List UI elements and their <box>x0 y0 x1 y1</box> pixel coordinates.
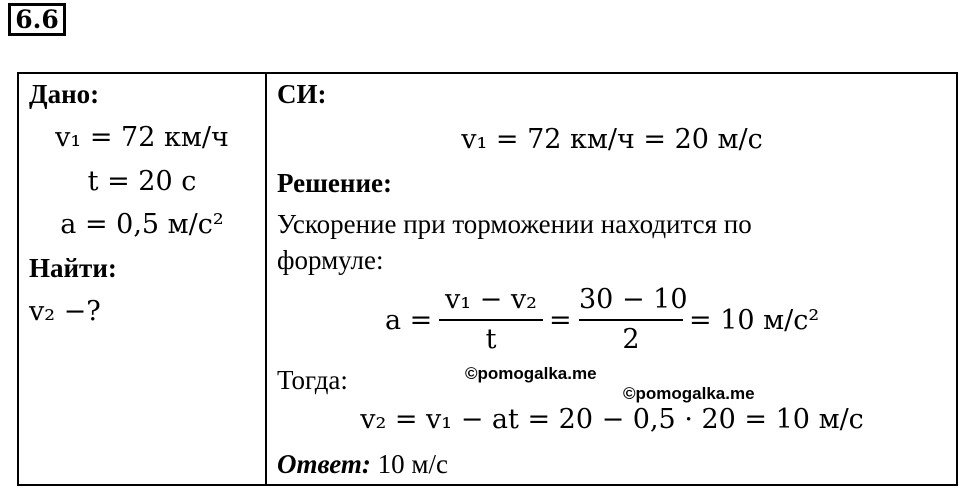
final-formula: v₂ = v₁ − at = 20 − 0,5 · 20 = 10 м/с <box>360 404 864 435</box>
fraction-1-bar <box>439 319 543 321</box>
fraction-2 <box>579 284 688 356</box>
given-heading: Дано: <box>29 79 100 109</box>
given-v1: v₁ = 72 км/ч <box>55 122 229 153</box>
formula-lhs: a = <box>385 305 433 336</box>
fraction-2-numerator: 30 − 10 <box>579 284 688 315</box>
fraction-1-numerator: v₁ − v₂ <box>445 284 537 315</box>
solution-heading: Решение: <box>277 168 392 198</box>
problem-number: 6.6 <box>8 3 66 36</box>
fraction-2-denominator: 2 <box>622 324 640 355</box>
solution-text-line2: формуле: <box>277 245 384 275</box>
watermark: ©pomogalka.me <box>623 384 755 403</box>
fraction-1 <box>439 284 543 356</box>
answer-value: 10 м/с <box>377 449 448 479</box>
watermark: ©pomogalka.me <box>465 364 597 383</box>
solution-table <box>17 72 958 486</box>
answer-line <box>277 448 448 480</box>
answer-label: Ответ: <box>277 449 371 479</box>
formula-equals: = <box>549 305 572 336</box>
fraction-1-denominator: t <box>485 324 497 355</box>
formula-rhs: = 10 м/с² <box>689 305 820 336</box>
si-conversion: v₁ = 72 км/ч = 20 м/с <box>461 124 763 155</box>
given-t: t = 20 с <box>87 166 197 197</box>
find-heading: Найти: <box>29 253 117 283</box>
si-heading: СИ: <box>277 79 327 109</box>
given-a: a = 0,5 м/с² <box>60 209 224 240</box>
solution-text-line1: Ускорение при торможении находится по <box>277 209 752 239</box>
find-target: v₂ −? <box>29 296 101 327</box>
then-label: Тогда: <box>277 365 348 395</box>
fraction-2-bar <box>579 319 683 321</box>
